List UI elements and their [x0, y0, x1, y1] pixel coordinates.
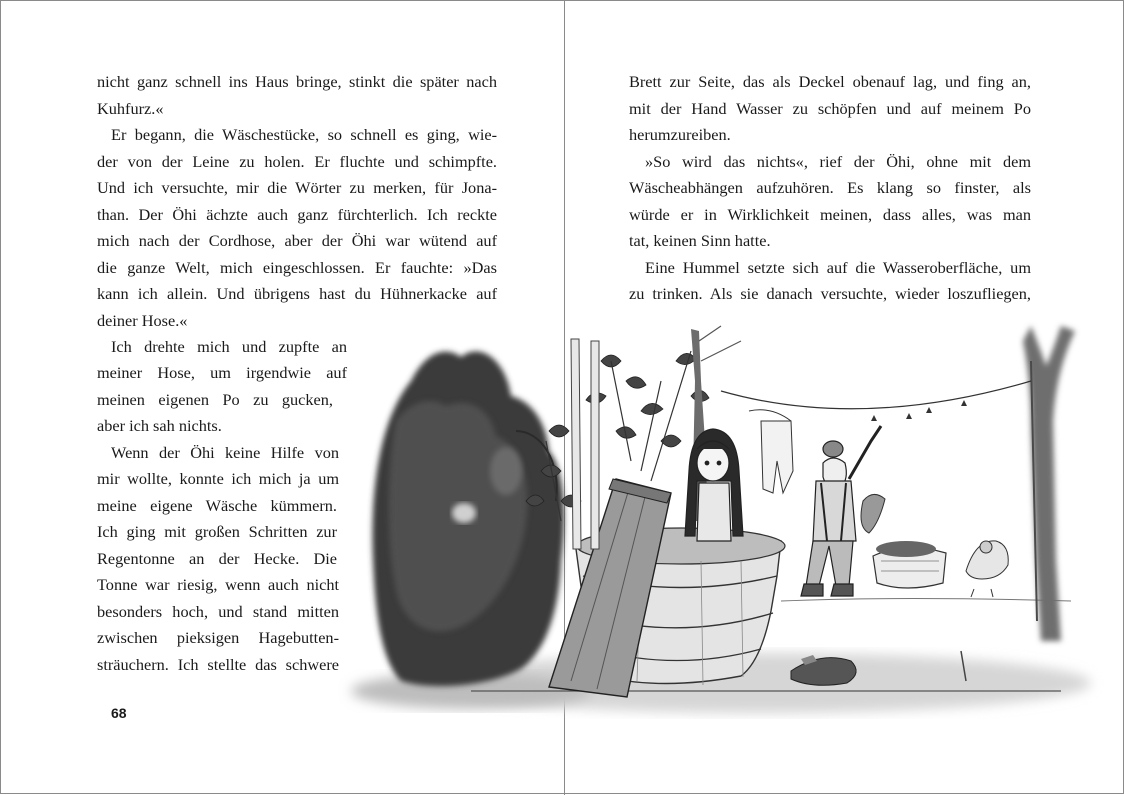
- left-line-2: Kuhfurz.«: [97, 99, 164, 118]
- right-line-1: Brett zur Seite, das als Deckel obenauf lag, und fing an,: [629, 72, 1031, 91]
- left-line-8: die ganze Welt, mich eingeschlossen. Er fauchte: »Das: [97, 258, 497, 277]
- right-line-4: »So wird das nichts«, rief der Öhi, ohne mit dem: [645, 152, 1031, 171]
- right-line-6: würde er in Wirklichkeit meinen, dass alles, was man: [629, 205, 1031, 224]
- left-line-20: Tonne war riesig, wenn auch nicht: [97, 575, 339, 594]
- clothes-line: [721, 381, 1031, 493]
- left-line-19: Regentonne an der Hecke. Die: [97, 549, 337, 568]
- left-line-9: kann ich allein. Und übrigens hast du Hühnerkacke auf: [97, 284, 497, 303]
- left-line-15: Wenn der Öhi keine Hilfe von: [111, 443, 339, 462]
- post: [571, 339, 599, 549]
- left-line-3: Er begann, die Wäschestücke, so schnell es ging, wie-: [111, 125, 497, 144]
- left-line-1: nicht ganz schnell ins Haus bringe, stinkt die später nach: [97, 72, 497, 91]
- left-line-23: sträuchern. Ich stellte das schwere: [97, 655, 339, 674]
- right-line-8: Eine Hummel setzte sich auf die Wasseroberfläche, um: [645, 258, 1031, 277]
- left-line-13: meinen eigenen Po zu gucken,: [97, 390, 333, 409]
- right-line-7: tat, keinen Sinn hatte.: [629, 231, 771, 250]
- left-line-17: meine eigene Wäsche kümmern.: [97, 496, 337, 515]
- chicken: [966, 541, 1008, 597]
- left-line-10: deiner Hose.«: [97, 311, 188, 330]
- left-line-11: Ich drehte mich und zupfte an: [111, 337, 347, 356]
- left-line-16: mir wollte, konnte ich mich ja um: [97, 469, 339, 488]
- left-line-5: Und ich versuchte, mir die Wörter zu merken, für Jona-: [97, 178, 497, 197]
- tree-right: [1023, 326, 1075, 641]
- page-number: 68: [111, 705, 127, 721]
- right-line-9: zu trinken. Als sie danach versuchte, wieder loszufliegen,: [629, 284, 1031, 303]
- left-line-12: meiner Hose, um irgendwie auf: [97, 363, 347, 382]
- girl-figure: [685, 429, 743, 541]
- left-line-18: Ich ging mit großen Schritten zur: [97, 522, 337, 541]
- left-line-4: der von der Leine zu holen. Er fluchte und schimpfte.: [97, 152, 497, 171]
- right-line-2: mit der Hand Wasser zu schöpfen und auf meinem Po: [629, 99, 1031, 118]
- left-line-6: than. Der Öhi ächzte auch ganz fürchterlich. Ich reckte: [97, 205, 497, 224]
- left-line-22: zwischen pieksigen Hagebutten-: [97, 628, 339, 647]
- left-line-14: aber ich sah nichts.: [97, 416, 222, 435]
- right-line-3: herumzureiben.: [629, 125, 731, 144]
- hedge: [372, 351, 563, 686]
- left-line-21: besonders hoch, und stand mitten: [97, 602, 339, 621]
- left-line-7: mich nach der Cordhose, aber der Öhi war wütend auf: [97, 231, 497, 250]
- right-line-5: Wäscheabhängen aufzuhören. Es klang so finster, als: [629, 178, 1031, 197]
- laundry-basket: [861, 494, 946, 588]
